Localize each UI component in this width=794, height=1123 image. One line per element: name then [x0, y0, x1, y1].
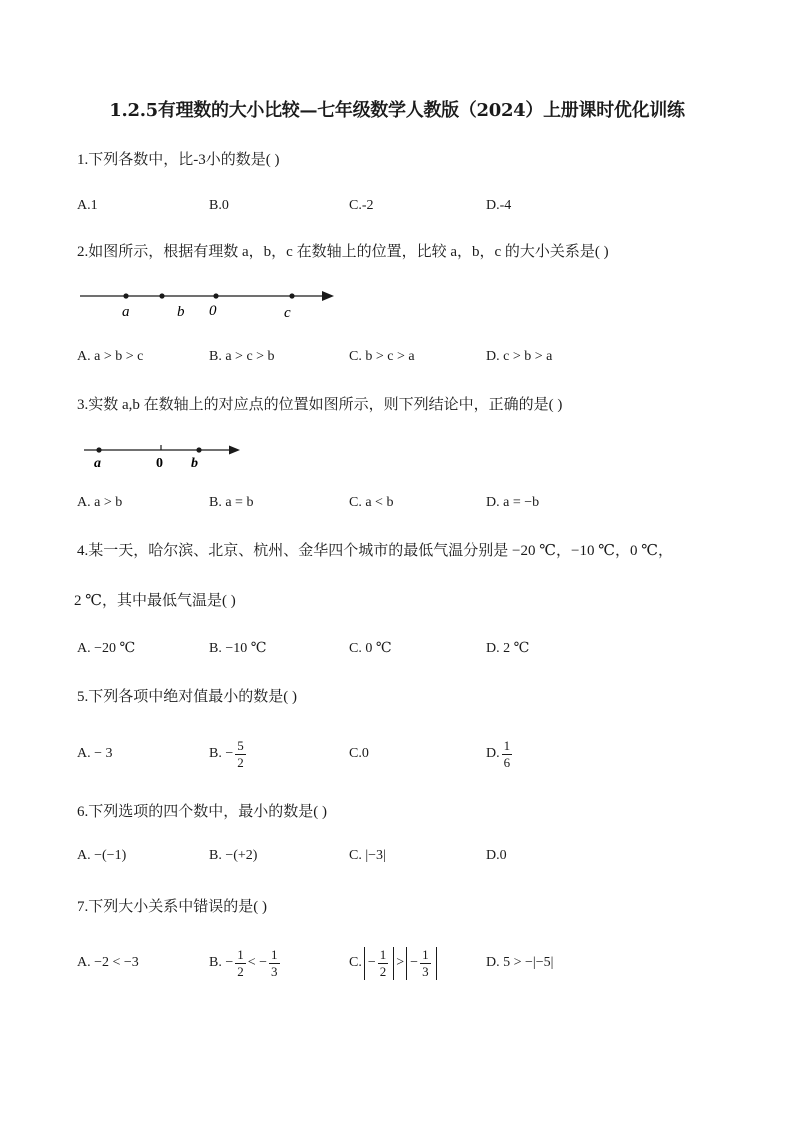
- q3-option-c[interactable]: C. a < b: [349, 495, 394, 510]
- q5-option-c[interactable]: C.0: [349, 746, 369, 761]
- q3-option-d[interactable]: D. a = −b: [486, 495, 540, 510]
- question-2-text: 2.如图所示，根据有理数 a，b，c 在数轴上的位置，比较 a，b，c 的大小关系是( ): [77, 244, 609, 260]
- fraction-denominator: 3: [271, 963, 278, 979]
- fraction-denominator: 6: [503, 754, 511, 770]
- q2-option-d[interactable]: D. c > b > a: [486, 349, 553, 364]
- q4-option-a[interactable]: A. −20 ℃: [77, 640, 136, 656]
- q7-option-b-fraction-1: [235, 947, 246, 980]
- q5-option-d-prefix: D.: [486, 746, 500, 761]
- q7-option-c-abs-1: [364, 947, 394, 980]
- fraction-denominator: 2: [237, 963, 244, 979]
- fraction-numerator: 1: [379, 946, 387, 962]
- q7-option-c-abs-2: [406, 947, 436, 980]
- minus-sign: −: [410, 955, 419, 970]
- q7-option-b-fraction-2: [269, 947, 280, 980]
- question-7-options: [77, 943, 717, 983]
- question-4-text-line2: 2 ℃，其中最低气温是( ): [74, 593, 236, 609]
- question-3-text: 3.实数 a,b 在数轴上的对应点的位置如图所示，则下列结论中，正确的是( ): [77, 397, 563, 413]
- fraction-denominator: 2: [379, 963, 387, 979]
- question-5-text: 5.下列各项中绝对值最小的数是( ): [77, 689, 297, 705]
- q2-option-c[interactable]: C. b > c > a: [349, 349, 415, 364]
- q3-axis-label-0: 0: [156, 456, 163, 471]
- fraction-numerator: 1: [503, 737, 511, 753]
- page-title: 1.2.5有理数的大小比较—七年级数学人教版（2024）上册课时优化训练: [109, 100, 685, 121]
- q7-option-b-prefix: B. −: [209, 955, 234, 970]
- minus-sign: −: [367, 955, 376, 970]
- fraction-numerator: 5: [237, 737, 244, 753]
- q7-option-c-fraction-2: [420, 947, 431, 980]
- q4-option-d[interactable]: D. 2 ℃: [486, 640, 530, 656]
- q4-option-b[interactable]: B. −10 ℃: [209, 640, 267, 656]
- q1-option-b[interactable]: B.0: [209, 198, 229, 213]
- fraction-denominator: 3: [422, 963, 429, 979]
- q6-option-c[interactable]: C. |−3|: [349, 848, 386, 863]
- fraction-numerator: 1: [422, 946, 429, 962]
- q1-option-a[interactable]: A.1: [77, 198, 98, 213]
- q6-option-a[interactable]: A. −(−1): [77, 848, 127, 863]
- q7-option-c-fraction-1: [378, 947, 389, 980]
- q2-axis-label-a: a: [122, 304, 130, 320]
- question-6-text: 6.下列选项的四个数中，最小的数是( ): [77, 804, 327, 820]
- q4-option-c[interactable]: C. 0 ℃: [349, 640, 392, 656]
- q5-option-d[interactable]: [486, 734, 514, 774]
- q2-axis-label-b: b: [177, 304, 185, 320]
- q7-option-c-relation: >: [396, 955, 405, 970]
- q7-option-c[interactable]: [349, 943, 439, 983]
- q3-axis-label-b: b: [191, 456, 198, 471]
- q3-axis-label-a: a: [94, 456, 101, 471]
- q5-option-d-fraction: [502, 738, 513, 771]
- q1-option-d[interactable]: D.-4: [486, 198, 512, 213]
- q3-option-b[interactable]: B. a = b: [209, 495, 254, 510]
- question-7-text: 7.下列大小关系中错误的是( ): [77, 899, 267, 915]
- fraction-denominator: 2: [237, 754, 244, 770]
- number-line-q2: [0, 280, 794, 340]
- q2-axis-label-c: c: [284, 305, 291, 321]
- q6-option-d[interactable]: D.0: [486, 848, 507, 863]
- fraction-numerator: 1: [237, 946, 244, 962]
- q7-option-b-relation: < −: [247, 955, 268, 970]
- fraction-numerator: 1: [271, 946, 278, 962]
- q7-option-d[interactable]: D. 5 > −|−5|: [486, 955, 554, 970]
- q5-option-b-prefix: B. −: [209, 746, 234, 761]
- question-2-options: [77, 337, 717, 377]
- q5-option-b[interactable]: [209, 734, 248, 774]
- question-6-options: [77, 836, 717, 876]
- question-1-options: [77, 186, 717, 226]
- question-3-options: [77, 483, 717, 523]
- q7-option-c-prefix: C.: [349, 955, 362, 970]
- number-line-q3: [0, 438, 794, 482]
- q2-axis-label-0: 0: [209, 303, 217, 319]
- question-4-text-line1: 4.某一天，哈尔滨、北京、杭州、金华四个城市的最低气温分别是 −20 ℃，−10 ℃，0 ℃，: [77, 543, 674, 559]
- q3-option-a[interactable]: A. a > b: [77, 495, 123, 510]
- q5-option-a[interactable]: A. − 3: [77, 746, 113, 761]
- question-5-options: [77, 734, 717, 774]
- question-4-options: [77, 628, 717, 668]
- q6-option-b[interactable]: B. −(+2): [209, 848, 258, 863]
- q2-option-a[interactable]: A. a > b > c: [77, 349, 144, 364]
- q2-option-b[interactable]: B. a > c > b: [209, 349, 275, 364]
- question-1-text: 1.下列各数中，比-3小的数是( ): [77, 152, 280, 168]
- q1-option-c[interactable]: C.-2: [349, 198, 374, 213]
- q5-option-b-fraction: [235, 738, 246, 771]
- q7-option-a[interactable]: A. −2 < −3: [77, 955, 139, 970]
- q7-option-b[interactable]: [209, 943, 282, 983]
